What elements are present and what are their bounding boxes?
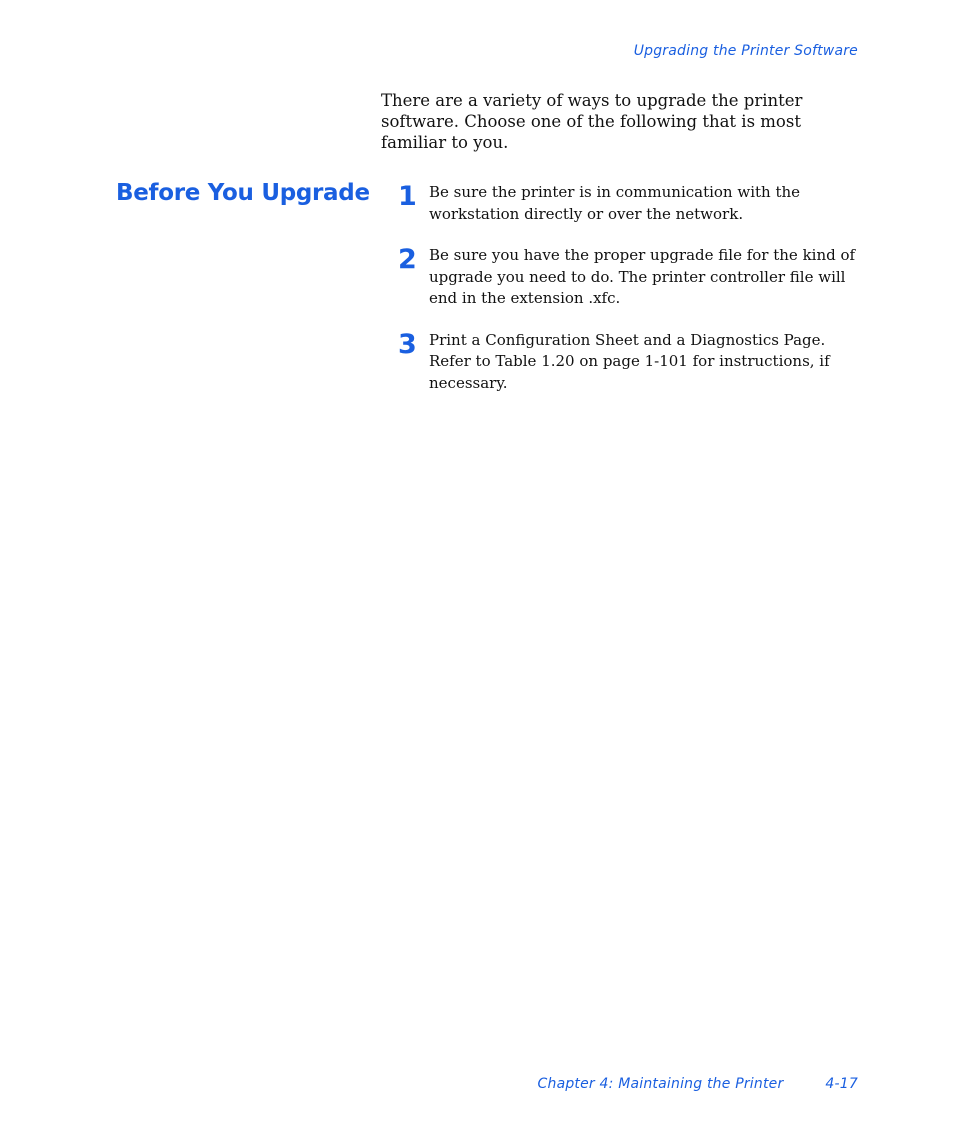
intro-paragraph: There are a variety of ways to upgrade the printer software. Choose one of the following that is most familiar to you. <box>381 91 803 152</box>
page-footer <box>538 1076 858 1092</box>
step-number: 1 <box>398 181 417 212</box>
step-number: 2 <box>398 244 417 275</box>
step-2 <box>398 245 868 310</box>
step-text: Be sure you have the proper upgrade file for the kind of upgrade you need to do. The printer controller file will end in the extension .xfc. <box>429 246 856 307</box>
step-3 <box>398 330 868 395</box>
steps-list <box>398 182 868 414</box>
footer-chapter: Chapter 4: Maintaining the Printer <box>537 1076 784 1092</box>
step-text: Be sure the printer is in communication with the workstation directly or over the network. <box>429 183 801 223</box>
footer-page-number: 4-17 <box>825 1076 858 1092</box>
section-heading: Before You Upgrade <box>116 180 370 206</box>
step-text: Print a Configuration Sheet and a Diagnostics Page. Refer to Table 1.20 on page 1-101 for instructions, if necessary. <box>429 330 830 392</box>
running-header: Upgrading the Printer Software <box>633 43 858 59</box>
step-number: 3 <box>398 328 417 360</box>
step-1 <box>398 182 868 225</box>
